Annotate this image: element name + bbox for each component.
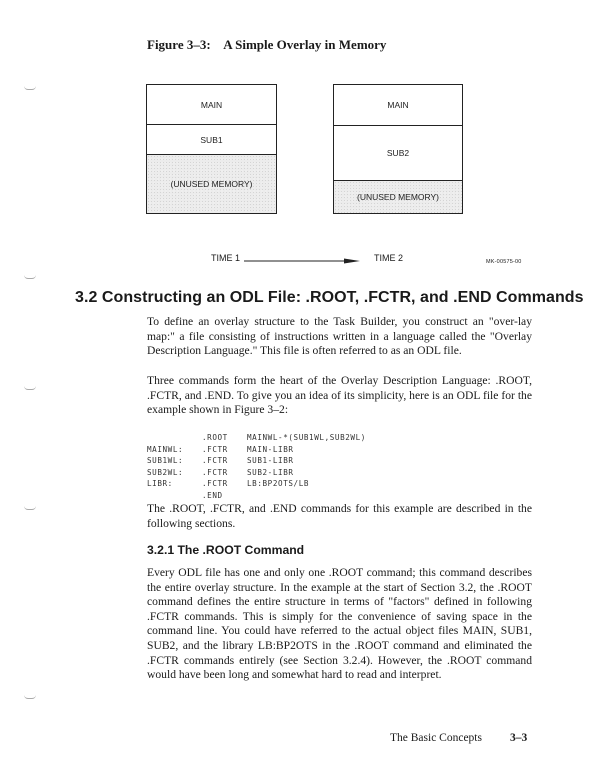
code-command: .END (202, 490, 223, 500)
segment-main: MAIN (334, 85, 462, 126)
code-line (147, 455, 366, 467)
figure-title: A Simple Overlay in Memory (223, 37, 387, 52)
odl-code-listing (147, 432, 366, 502)
footer-page-number: 3–3 (510, 732, 528, 744)
figure-id: MK-00575-00 (486, 259, 522, 265)
code-arg: SUB1-LIBR (247, 456, 294, 466)
footer-chapter-title: The Basic Concepts (390, 732, 482, 744)
time-arrow-icon (244, 258, 360, 264)
segment-unused: (UNUSED MEMORY) (147, 155, 276, 213)
memory-map-time2 (333, 84, 463, 214)
time1-label: TIME 1 (211, 253, 241, 263)
paragraph-intro: To define an overlay structure to the Task Builder, you construct an "over-lay map:" a file consisting of instructions written in a language called the "Overlay Description Language." This file is often referred to as an ODL file. (147, 315, 532, 358)
paragraph-root-command: Every ODL file has one and only one .ROOT command; this command describes the entire overlay structure. In the example at the start of Section 3.2, the .ROOT command defines the entire structure in terms of "factors" defined in following .FCTR commands. This is simply for the convenience of saving space in the command line. You could have referred to the actual object files MAIN, SUB1, SUB2, and the library LB:BP2OTS in the .ROOT command and eliminated the .FCTR commands entirely (see Section 3.2.4). However, the .ROOT command would have been long and somewhat hard to read and interpret. (147, 566, 532, 682)
code-arg: MAIN-LIBR (247, 444, 294, 454)
code-line (147, 432, 366, 444)
code-line (147, 467, 366, 479)
figure-caption (147, 37, 386, 53)
memory-map-time1 (146, 84, 277, 214)
scan-mark (24, 386, 36, 390)
code-command: .FCTR (202, 467, 228, 477)
code-command: .FCTR (202, 479, 228, 489)
paragraph-commands: Three commands form the heart of the Overlay Description Language: .ROOT, .FCTR, and .END. To give you an idea of its simplicity, here is an ODL file for the example shown in Figure 3–2: (147, 374, 532, 417)
segment-unused: (UNUSED MEMORY) (334, 181, 462, 213)
segment-main: MAIN (147, 85, 276, 125)
scan-mark (24, 275, 36, 279)
segment-sub2: SUB2 (334, 126, 462, 181)
code-label: LIBR: (147, 479, 173, 489)
code-line (147, 444, 366, 456)
code-arg: MAINWL-*(SUB1WL,SUB2WL) (247, 433, 366, 442)
segment-sub1: SUB1 (147, 125, 276, 155)
code-label: SUB2WL: (147, 467, 184, 477)
section-heading: 3.2 Constructing an ODL File: .ROOT, .FCTR, and .END Commands (75, 289, 584, 306)
code-arg: LB:BP2OTS/LB (247, 479, 310, 489)
paragraph-described: The .ROOT, .FCTR, and .END commands for this example are described in the following sections. (147, 502, 532, 530)
subsection-heading: 3.2.1 The .ROOT Command (147, 543, 305, 557)
code-command: .ROOT (202, 433, 228, 442)
code-command: .FCTR (202, 456, 228, 466)
code-line (147, 478, 366, 490)
scan-mark (24, 506, 36, 510)
scan-mark (24, 695, 36, 699)
figure-label: Figure 3–3: (147, 37, 211, 52)
code-label: MAINWL: (147, 444, 184, 454)
time2-label: TIME 2 (374, 253, 404, 263)
code-label: SUB1WL: (147, 456, 184, 466)
scan-mark (24, 86, 36, 90)
code-arg: SUB2-LIBR (247, 467, 294, 477)
code-line (147, 490, 366, 502)
code-command: .FCTR (202, 444, 228, 454)
